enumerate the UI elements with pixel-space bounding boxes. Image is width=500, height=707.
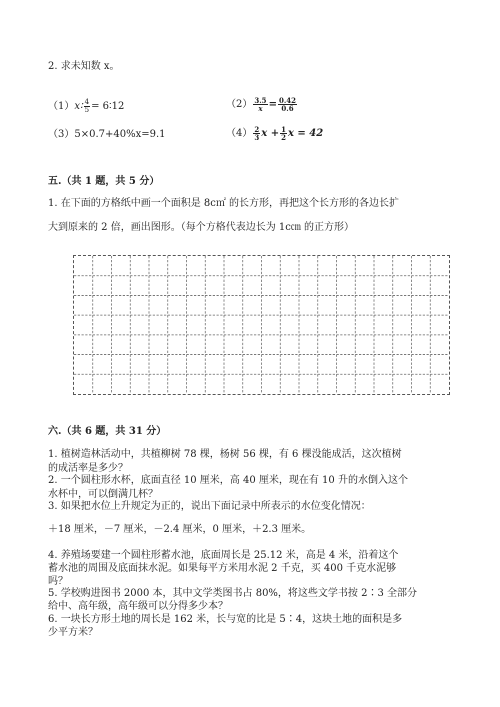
eq2-l-num: 3.5 (254, 96, 267, 105)
eq4-post: x = 42 (287, 128, 324, 139)
eq4-f1-num: 2 (254, 125, 260, 134)
equation-1 (48, 99, 124, 114)
eq4-f2-num: 1 (281, 125, 286, 134)
square-grid[interactable] (73, 255, 450, 395)
eq1-label: （1） (48, 101, 75, 112)
eq1-post: = 6∶12 (91, 101, 125, 112)
eq2-r-den: 0.6 (281, 104, 294, 113)
section5-q1-line1: 1. 在下面的方格纸中画一个面积是 8c㎡ 的长方形，再把这个长方形的各边长扩 (48, 198, 400, 209)
eq1-fraction (84, 99, 90, 114)
eq2-r-num: 0.42 (278, 96, 297, 105)
eq2-label: （2） (226, 99, 253, 110)
equation-4 (226, 126, 323, 141)
eq1-frac-den: 5 (84, 106, 90, 114)
section6-q4-line3: 吗？ (48, 576, 68, 587)
eq4-fraction-2 (280, 126, 287, 141)
equation-3 (48, 128, 166, 141)
section6-title: 六.（共 6 题，共 31 分） (48, 426, 167, 437)
eq2-right-fraction (278, 97, 297, 112)
eq4-f1-den: 3 (254, 133, 260, 142)
eq4-mid: x + (261, 128, 280, 139)
section6-q3-line1: 3. 如果把水位上升规定为正的，说出下面记录中所表示的水位变化情况： (48, 501, 371, 512)
section6-q5-line2: 给中、高年级，高年级可以分得多少本？ (48, 601, 228, 612)
section6-q6-line2: 少平方米？ (48, 627, 98, 638)
section2-heading: 2. 求未知数 x。 (48, 61, 120, 72)
grid-lines (74, 256, 449, 394)
eq4-fraction-1 (253, 126, 260, 141)
section6-q4-line2: 蓄水池的周围及底面抹水泥。如果每平方米用水泥 2 千克，买 400 千克水泥够 (48, 563, 397, 574)
eq3-label: （3） (48, 129, 75, 140)
equation-2 (226, 97, 298, 112)
section6-q4-line1: 4. 养殖场要建一个圆柱形蓄水池，底面周长是 25.12 米，高是 4 米，沿着这个 (48, 550, 399, 561)
section6-q1-line1: 1. 植树造林活动中，共植柳树 78 棵，杨树 56 棵，有 6 棵没能成活，这次植树 (48, 449, 402, 460)
section5-q1-line2: 大到原来的 2 倍，画出图形。（每个方格代表边长为 1c㎝ 的正方形） (48, 222, 355, 233)
eq2-l-den: x (258, 104, 263, 113)
section6-q6-line1: 6. 一块长方形土地的周长是 162 米，长与宽的比是 5∶4，这块土地的面积是多 (48, 614, 403, 625)
section6-q5-line1: 5. 学校购进图书 2000 本，其中文学类图书占 80%，将这些文学书按 2∶3 全部分 (48, 588, 418, 599)
section5-title: 五.（共 1 题，共 5 分） (48, 176, 160, 187)
eq2-left-fraction (253, 97, 267, 112)
eq1-frac-num: 4 (84, 98, 90, 106)
section6-q2-line2: 水杯中，可以倒满几杯？ (48, 489, 158, 500)
section6-q2-line1: 2. 一个圆柱形水杯，底面直径 10 厘米，高 40 厘米，现在有 10 升的水倒入这个 (48, 475, 408, 486)
eq2-equals: = (268, 99, 277, 110)
eq1-pre: x∶ (74, 101, 83, 112)
section6-q3-line2: ＋18 厘米，－7 厘米，－2.4 厘米，0 厘米，＋2.3 厘米。 (48, 524, 312, 535)
eq4-f2-den: 2 (281, 133, 286, 142)
eq4-label: （4） (226, 128, 253, 139)
section6-q1-line2: 的成活率是多少？ (48, 463, 128, 474)
eq3-text: 5×0.7+40%x=9.1 (74, 129, 166, 140)
